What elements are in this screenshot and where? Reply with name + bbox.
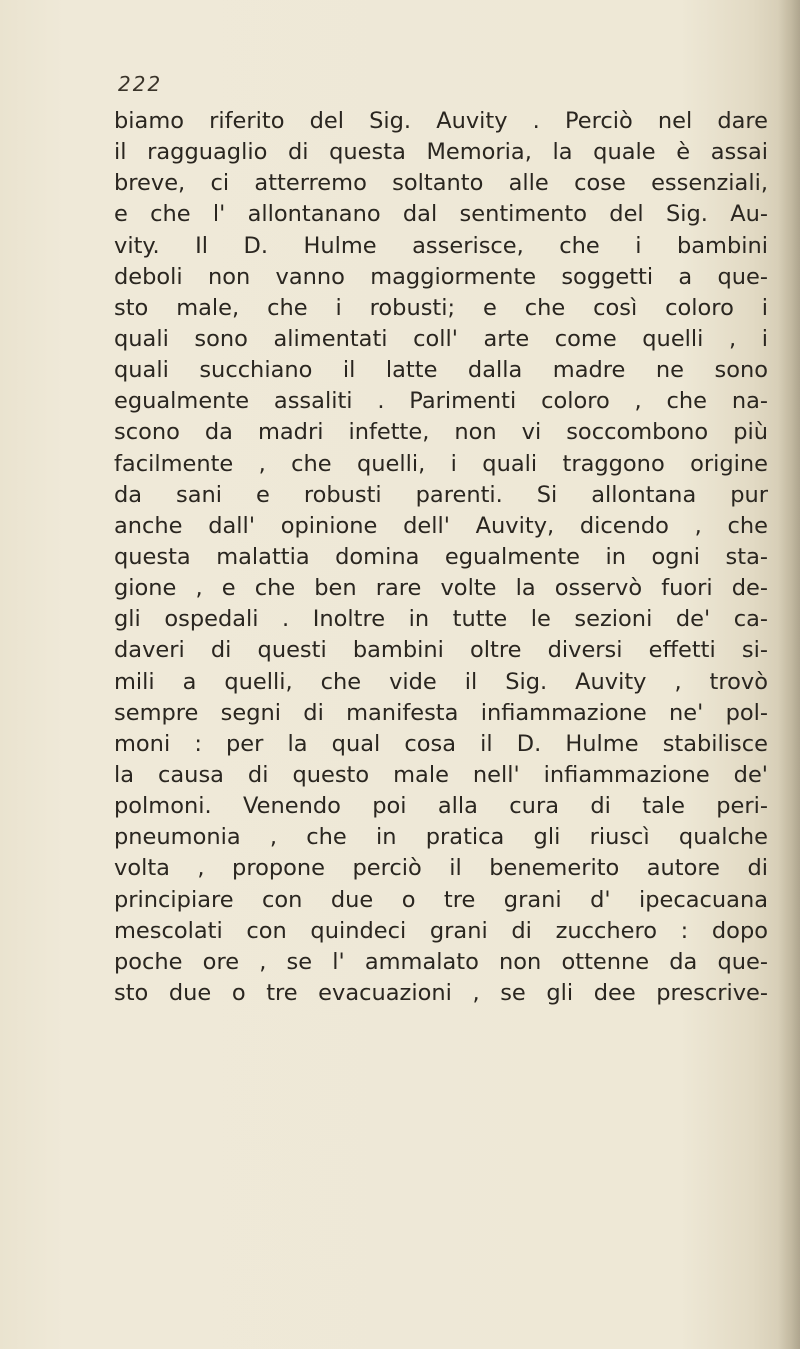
- text-line: volta , propone perciò il benemerito autore di: [114, 855, 768, 882]
- body-text: [114, 106, 768, 1009]
- text-line: gli ospedali . Inoltre in tutte le sezioni de' ca-: [114, 606, 768, 633]
- page-number: 222: [118, 72, 163, 96]
- text-line: gione , e che ben rare volte la osservò fuori de-: [114, 575, 768, 602]
- text-line: sempre segni di manifesta infiammazione ne' pol-: [114, 699, 768, 726]
- text-line: facilmente , che quelli, i quali traggono origine: [114, 450, 768, 477]
- text-line: sto due o tre evacuazioni , se gli dee prescrive-: [114, 979, 768, 1006]
- text-line: poche ore , se l' ammalato non ottenne da que-: [114, 948, 768, 975]
- text-line: e che l' allontanano dal sentimento del Sig. Au-: [114, 201, 768, 228]
- text-line: mili a quelli, che vide il Sig. Auvity , trovò: [114, 668, 768, 695]
- page-edge-shadow: [778, 0, 800, 1349]
- text-line: vity. Il D. Hulme asserisce, che i bambini: [114, 232, 768, 259]
- text-line: scono da madri infette, non vi soccombono più: [114, 419, 768, 446]
- text-line: principiare con due o tre grani d' ipecacuana: [114, 886, 768, 913]
- text-line: la causa di questo male nell' infiammazione de': [114, 761, 768, 788]
- text-line: breve, ci atterremo soltanto alle cose essenziali,: [114, 170, 768, 197]
- text-line: pneumonia , che in pratica gli riuscì qualche: [114, 824, 768, 851]
- text-line: da sani e robusti parenti. Si allontana pur: [114, 481, 768, 508]
- text-line: questa malattia domina egualmente in ogni sta-: [114, 543, 768, 570]
- text-line: egualmente assaliti . Parimenti coloro , che na-: [114, 388, 768, 415]
- text-line: quali succhiano il latte dalla madre ne sono: [114, 357, 768, 384]
- text-line: mescolati con quindeci grani di zucchero : dopo: [114, 917, 768, 944]
- text-line: biamo riferito del Sig. Auvity . Perciò nel dare: [114, 108, 768, 134]
- text-line: deboli non vanno maggiormente soggetti a que-: [114, 263, 768, 290]
- text-line: il ragguaglio di questa Memoria, la quale è assai: [114, 139, 768, 166]
- text-line: anche dall' opinione dell' Auvity, dicendo , che: [114, 512, 768, 539]
- text-line: quali sono alimentati coll' arte come quelli , i: [114, 325, 768, 352]
- text-line: moni : per la qual cosa il D. Hulme stabilisce: [114, 730, 768, 757]
- text-line: sto male, che i robusti; e che così coloro i: [114, 294, 768, 321]
- text-line: polmoni. Venendo poi alla cura di tale peri-: [114, 793, 768, 820]
- text-line: daveri di questi bambini oltre diversi effetti si-: [114, 637, 768, 664]
